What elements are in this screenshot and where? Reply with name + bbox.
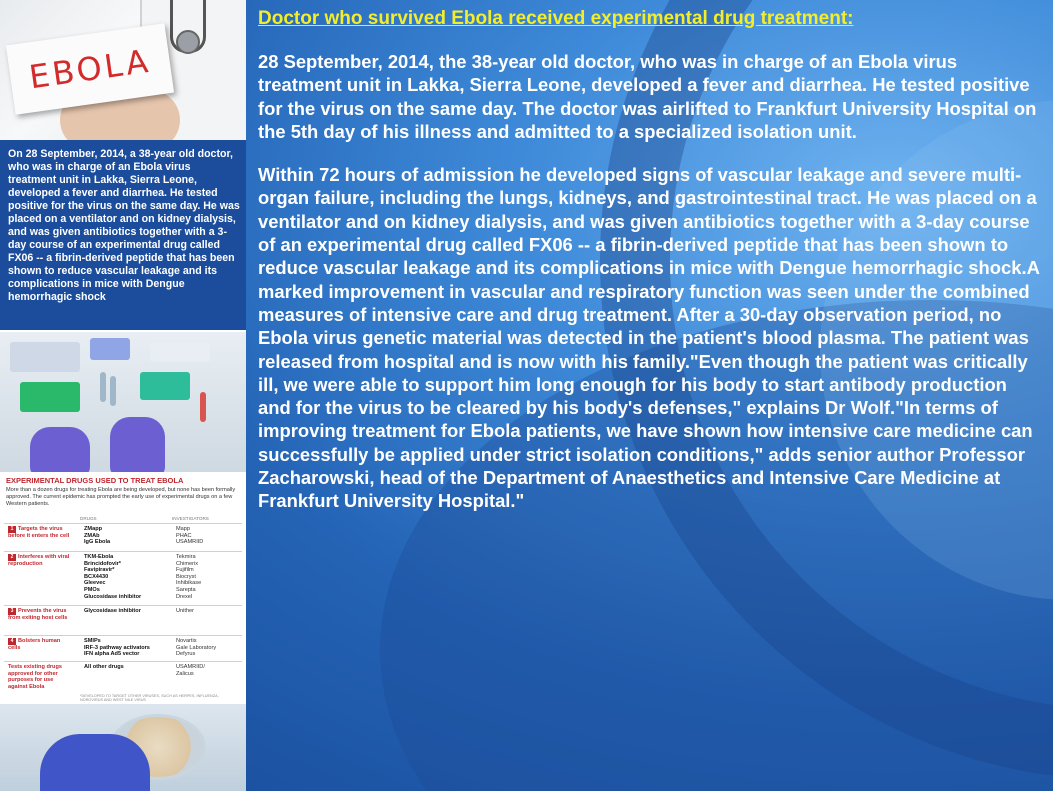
- row-investigators: Novartis Gale Laboratory Defyrus: [176, 638, 217, 658]
- gloved-hand: [30, 427, 90, 472]
- test-tube: [100, 372, 106, 402]
- row-investigators: USAMRIID/ Zalicus: [176, 664, 205, 677]
- gloved-hand: [40, 734, 150, 791]
- infographic-intro: More than a dozen drugs for treating Ebola are being developed, but none has been formally approved. The current epidemic has prompted the early use of experimental drugs on a few Western patients.: [6, 487, 236, 507]
- row-drugs: Glycosidase inhibitor: [84, 608, 141, 614]
- row-number: 1: [8, 526, 16, 533]
- row-category: Prevents the virus from exiting host cells: [8, 608, 68, 621]
- test-tube: [110, 376, 116, 406]
- row-category: Targets the virus before it enters the cell: [8, 526, 70, 539]
- table-row: [4, 551, 242, 604]
- row-investigators: Unither: [176, 608, 195, 614]
- green-rack: [20, 382, 80, 412]
- row-number: 2: [8, 554, 16, 561]
- gloved-hand: [110, 417, 165, 472]
- row-drugs: All other drugs: [84, 664, 124, 670]
- lab-photo: [0, 332, 246, 472]
- row-category: Tests existing drugs approved for other purposes for use against Ebola: [8, 664, 62, 690]
- green-rack: [140, 372, 190, 400]
- experimental-drugs-infographic: [0, 472, 246, 704]
- table-row: [4, 661, 242, 694]
- sample-rack: [10, 342, 80, 372]
- row-category: Interferes with viral reproduction: [8, 554, 70, 567]
- row-investigators: Mapp PHAC USAMRIID: [176, 526, 204, 546]
- petri-dish-photo: [0, 704, 246, 791]
- paragraph-2: Within 72 hours of admission he developed signs of vascular leakage and severe multi-organ failure, including the lungs, kidneys, and gastrointestinal tract. He was placed on a ventilator and on kidney dialysis, and was given antibiotics together with a 3-day course of an experimental drug called FX06 -- a fibrin-derived peptide that has been shown to reduce vascular leakage and its complications in mice with Dengue hemorrhagic shock.A marked improvement in vascular and respiratory function was seen under the combined measures of intensive care and drug treatment. After a 30-day observation period, no Ebola virus genetic material was detected in the patient's blood plasma. The patient was released from hospital and is now with his family."Even though the patient was critically ill, we were able to support him long enough for his body to start antibody production and for the virus to be cleared by his body's defenses," explains Dr Wolf."In terms of improving treatment for Ebola patients, we have shown how intensive care medicine can successfully be applied under strict isolation conditions," adds senior author Professor Zacharowski, head of the Department of Anaesthetics and Intensive Care Medicine at Frankfurt University Hospital.": [258, 164, 1040, 512]
- side-summary-text: On 28 September, 2014, a 38-year old doctor, who was in charge of an Ebola virus treatment unit in Lakka, Sierra Leone, developed a fever and diarrhea. He tested positive for the virus on the same day. He was placed on a ventilator and on kidney dialysis, and was given antibiotics together with a 3-day course of an experimental drug called FX06 -- a fibrin-derived peptide that has been shown to reduce vascular leakage and its complications in mice with Dengue hemorrhagic shock: [8, 148, 240, 303]
- test-tube: [200, 392, 206, 422]
- sample-rack: [150, 342, 210, 362]
- stethoscope-head: [176, 30, 200, 54]
- table-row: [4, 635, 242, 660]
- infographic-footnote: *DEVELOPED TO TARGET OTHER VIRUSES, SUCH AS HERPES, INFLUENZA, NOROVIRUS AND WEST NILE VIRUS: [80, 694, 219, 702]
- table-row: [4, 523, 242, 550]
- headline: Doctor who survived Ebola received experimental drug treatment:: [258, 8, 854, 29]
- row-drugs: SMIPs IRF-3 pathway activators IFN alpha Ad5 vector: [84, 638, 150, 658]
- investigators-column-header: INVESTIGATORS: [172, 516, 209, 521]
- row-number: 3: [8, 608, 16, 615]
- infographic-title: EXPERIMENTAL DRUGS USED TO TREAT EBOLA: [6, 476, 184, 485]
- main-text-area: [258, 8, 1042, 513]
- paragraph-1: 28 September, 2014, the 38-year old doctor, who was in charge of an Ebola virus treatment unit in Lakka, Sierra Leone, developed a fever and diarrhea. He tested positive for the virus on the same day. The doctor was airlifted to Frankfurt University Hospital on the 5th day of his illness and admitted to a specialized isolation unit.: [258, 51, 1037, 142]
- row-drugs: ZMapp ZMAb IgG Ebola: [84, 526, 111, 546]
- side-summary-box: [0, 140, 246, 330]
- table-row: [4, 605, 242, 634]
- row-number: 4: [8, 638, 16, 645]
- ebola-sign-photo: [0, 0, 246, 140]
- row-category: Bolsters human cells: [8, 638, 61, 651]
- ebola-sign-text: EBOLA: [26, 41, 154, 97]
- row-drugs: TKM-Ebola Brincidofovir* Favipiravir* BCX4430 Gleevec PMOs Glucosidase inhibitor: [84, 554, 142, 600]
- drugs-column-header: DRUGS: [80, 516, 97, 521]
- row-investigators: Tekmira Chimerix Fujifilm Biocryst Inhibikase Sarepta Drexel: [176, 554, 202, 600]
- left-image-column: [0, 0, 246, 791]
- sample-rack: [90, 338, 130, 360]
